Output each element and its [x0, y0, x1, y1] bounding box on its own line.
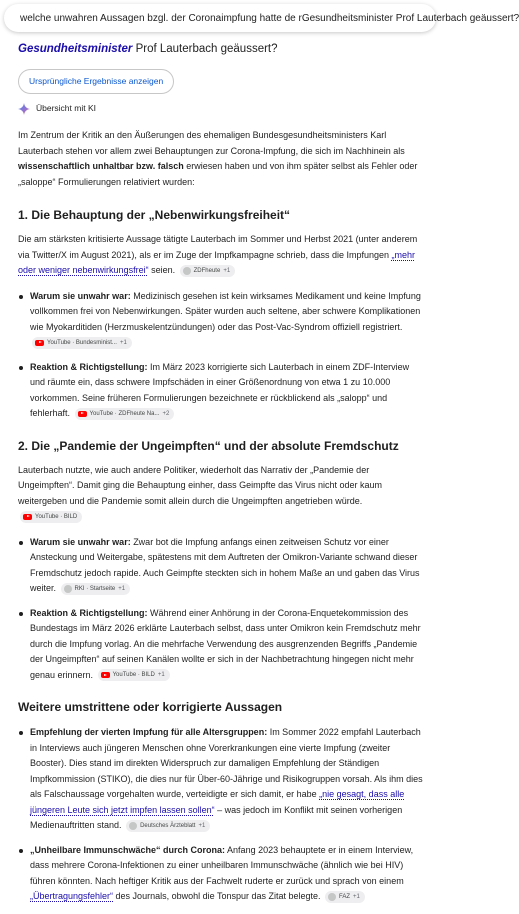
youtube-icon [35, 340, 44, 346]
sparkle-icon [18, 103, 30, 115]
source-chip[interactable] [20, 511, 82, 523]
show-original-results-button[interactable]: Ursprüngliche Ergebnisse anzeigen [18, 69, 174, 94]
list-item [18, 725, 424, 834]
point-label: Warum sie unwahr war: [30, 536, 131, 547]
source-chip[interactable] [126, 820, 210, 832]
quote-link[interactable]: „nie gesagt, dass alle jüngeren Leute sich jetzt impfen lassen sollen“ [30, 789, 405, 815]
youtube-icon [23, 514, 32, 520]
quote-link[interactable]: „mehr oder weniger nebenwirkungsfrei“ [18, 249, 416, 275]
section-2-list [18, 535, 424, 684]
section-1-list [18, 289, 424, 422]
search-bar[interactable] [4, 4, 519, 32]
ai-overview-content [18, 36, 424, 914]
source-chip-label: YouTube · ZDFheute Na... [89, 410, 160, 417]
list-item [18, 535, 424, 597]
source-chip-label: Deutsches Ärzteblatt [140, 822, 196, 829]
source-chip[interactable] [325, 891, 365, 903]
source-chip[interactable] [32, 337, 132, 349]
source-chip-more: +1 [353, 893, 360, 900]
source-chip[interactable] [75, 408, 175, 420]
source-chip-more: +1 [119, 339, 127, 346]
point-label: Empfehlung der vierten Impfung für alle Altersgruppen: [30, 727, 268, 737]
list-item [18, 360, 424, 422]
point-label: „Unheilbare Immunschwäche“ durch Corona: [30, 844, 226, 855]
source-icon [129, 822, 137, 830]
source-chip-label: RKI · Startseite [74, 585, 116, 592]
quote-link[interactable]: „Übertragungsfehler“ [30, 891, 114, 901]
ai-overview-header [18, 102, 424, 115]
intro-text-a: Im Zentrum der Kritik an den Äußerungen des ehemaligen Bundesgesundheitsministers Karl Lauterbach stehen vor allem zwei Behauptungen zur Corona-Impfung, die sich im Nachhinein als [18, 130, 405, 156]
point-text: Im März 2023 korrigierte sich Lauterbach in einem ZDF-Interview und räumte ein, dass schwere Impfschäden in einer Größenordnung von etwa 1 zu 10.000 vorkommen. Seine früheren Formulierungen bezeichnete er rückblickend als „salopp“ und fehlerhaft. [30, 361, 410, 418]
ai-overview-label: Übersicht mit KI [36, 103, 96, 113]
section-heading-2: 2. Die „Pandemie der Ungeimpften“ und der absolute Fremdschutz [18, 438, 399, 453]
intro-paragraph [18, 128, 424, 190]
section-3-list [18, 725, 424, 905]
point-label: Reaktion & Richtigstellung: [30, 361, 148, 372]
corrected-query-rest: Prof Lauterbach geäussert? [132, 43, 278, 55]
youtube-icon [78, 411, 87, 417]
source-icon [328, 893, 336, 901]
source-icon [64, 585, 72, 593]
list-item [18, 606, 424, 684]
intro-bold: wissenschaftlich unhaltbar bzw. falsch [18, 161, 184, 171]
point-text: Medizinisch gesehen ist kein wirksames Medikament und keine Impfung vollkommen frei von Nebenwirkungen. Später wurden auch seltene, aber schwere Komplikationen wie Myokarditiden (Herzmuskelentzündungen) oder das Post-Vac-Syndrom offiziell registriert. [30, 290, 421, 332]
source-chip-more: +1 [198, 822, 206, 829]
source-chip-label: YouTube · Bundesminist... [47, 339, 117, 346]
section-1-text-a: Die am stärksten kritisierte Aussage tätigte Lauterbach im Sommer und Herbst 2021 (unter anderem via Twitter/X im August 2021), als er im Zuge der Impfkampagne schrieb, dass die Impfungen [18, 234, 418, 260]
source-chip-more: +1 [223, 267, 231, 274]
list-item [18, 289, 424, 351]
source-chip[interactable] [180, 265, 236, 277]
section-1-paragraph [18, 232, 424, 279]
youtube-icon [101, 672, 110, 678]
source-chip[interactable] [98, 669, 170, 681]
source-chip[interactable] [61, 583, 131, 595]
source-chip-more: +2 [162, 410, 170, 417]
spelling-correction [18, 42, 424, 57]
section-2-paragraph [18, 463, 424, 525]
point-text-a: Anfang 2023 behauptete er in einem Interview, dass mehrere Corona-Infektionen zu einer unheilbaren Immunschwäche (ähnlich wie bei HIV) führen könnten. Nach heftiger Kritik aus der Fachwelt ruderte er zurück und sprach von einem [30, 844, 414, 886]
list-item [18, 843, 424, 905]
section-heading-1: 1. Die Behauptung der „Nebenwirkungsfreiheit“ [18, 208, 291, 222]
intro-text-b: erwiesen haben und von ihm später selbst als Fehler oder „saloppe“ Formulierungen relativiert wurden: [18, 161, 418, 187]
point-text-b: – was jedoch im Konflikt mit seinen vorherigen Medienauftritten stand. [30, 804, 403, 830]
section-2-text: Lauterbach nutzte, wie auch andere Politiker, wiederholt das Narrativ der „Pandemie der Ungeimpften“. Damit ging die Behauptung einher, dass Geimpfte das Virus nicht oder kaum weitergeben und die Pandemie somit allein durch die Ungeimpften angetrieben würde. [18, 464, 383, 506]
section-1-text-b: seien. [148, 265, 176, 275]
search-query-text: welche unwahren Aussagen bzgl. der Coronaimpfung hatte de rGesundheitsminister Prof Lauterbach geäussert? [20, 12, 519, 24]
point-text-a: Im Sommer 2022 empfahl Lauterbach in Interviews auch jüngeren Menschen ohne Vorerkrankungen eine vierte Impfung (zweiter Booster). Dies stand im direkten Widerspruch zur damaligen Empfehlung der Ständigen Impfkommission (STIKO), die dies nur für Über-60-Jährige und Risikogruppen vorsah. Als ihm dies als Falschaussage vorgehalten wurde, verteidigte er sich damit, er habe [30, 727, 423, 799]
source-chip-more: +1 [118, 585, 126, 592]
source-chip-label: ZDFheute [193, 267, 221, 274]
source-chip-label: YouTube · BILD [112, 672, 155, 679]
corrected-word[interactable]: Gesundheitsminister [18, 43, 133, 55]
point-text: Während einer Anhörung in der Corona-Enquetekommission des Bundestags im März 2026 erklärte Lauterbach selbst, dass unter Omikron kein Fremdschutz mehr durch die Impfung vorlag. An die mehrfache Verwendung des ausgrenzenden Begriffs „Pandemie der Ungeimpften“ auf seinen Kanälen wollte er sich in der Nachbetrachtung hingegen nicht mehr genau erinnern. [30, 607, 421, 680]
point-label: Reaktion & Richtigstellung: [30, 607, 148, 618]
source-chip-label: FAZ [339, 893, 351, 900]
source-icon [183, 267, 191, 275]
source-chip-label: YouTube · BILD [35, 513, 78, 520]
point-text: Zwar bot die Impfung anfangs einen zeitweisen Schutz vor einer Ansteckung und Weitergabe, spätestens mit dem Auftreten der Omikron-Variante schwand dieser Fremdschutz jedoch rapide. Auch Geimpfte steckten sich in hohem Maße an und gaben das Virus weiter. [30, 536, 420, 593]
point-label: Warum sie unwahr war: [30, 290, 131, 301]
source-chip-more: +1 [157, 672, 165, 679]
section-heading-3: Weitere umstrittene oder korrigierte Aussagen [18, 700, 283, 714]
point-text-b: des Journals, obwohl die Tonspur das Zitat belegte. [113, 891, 321, 901]
